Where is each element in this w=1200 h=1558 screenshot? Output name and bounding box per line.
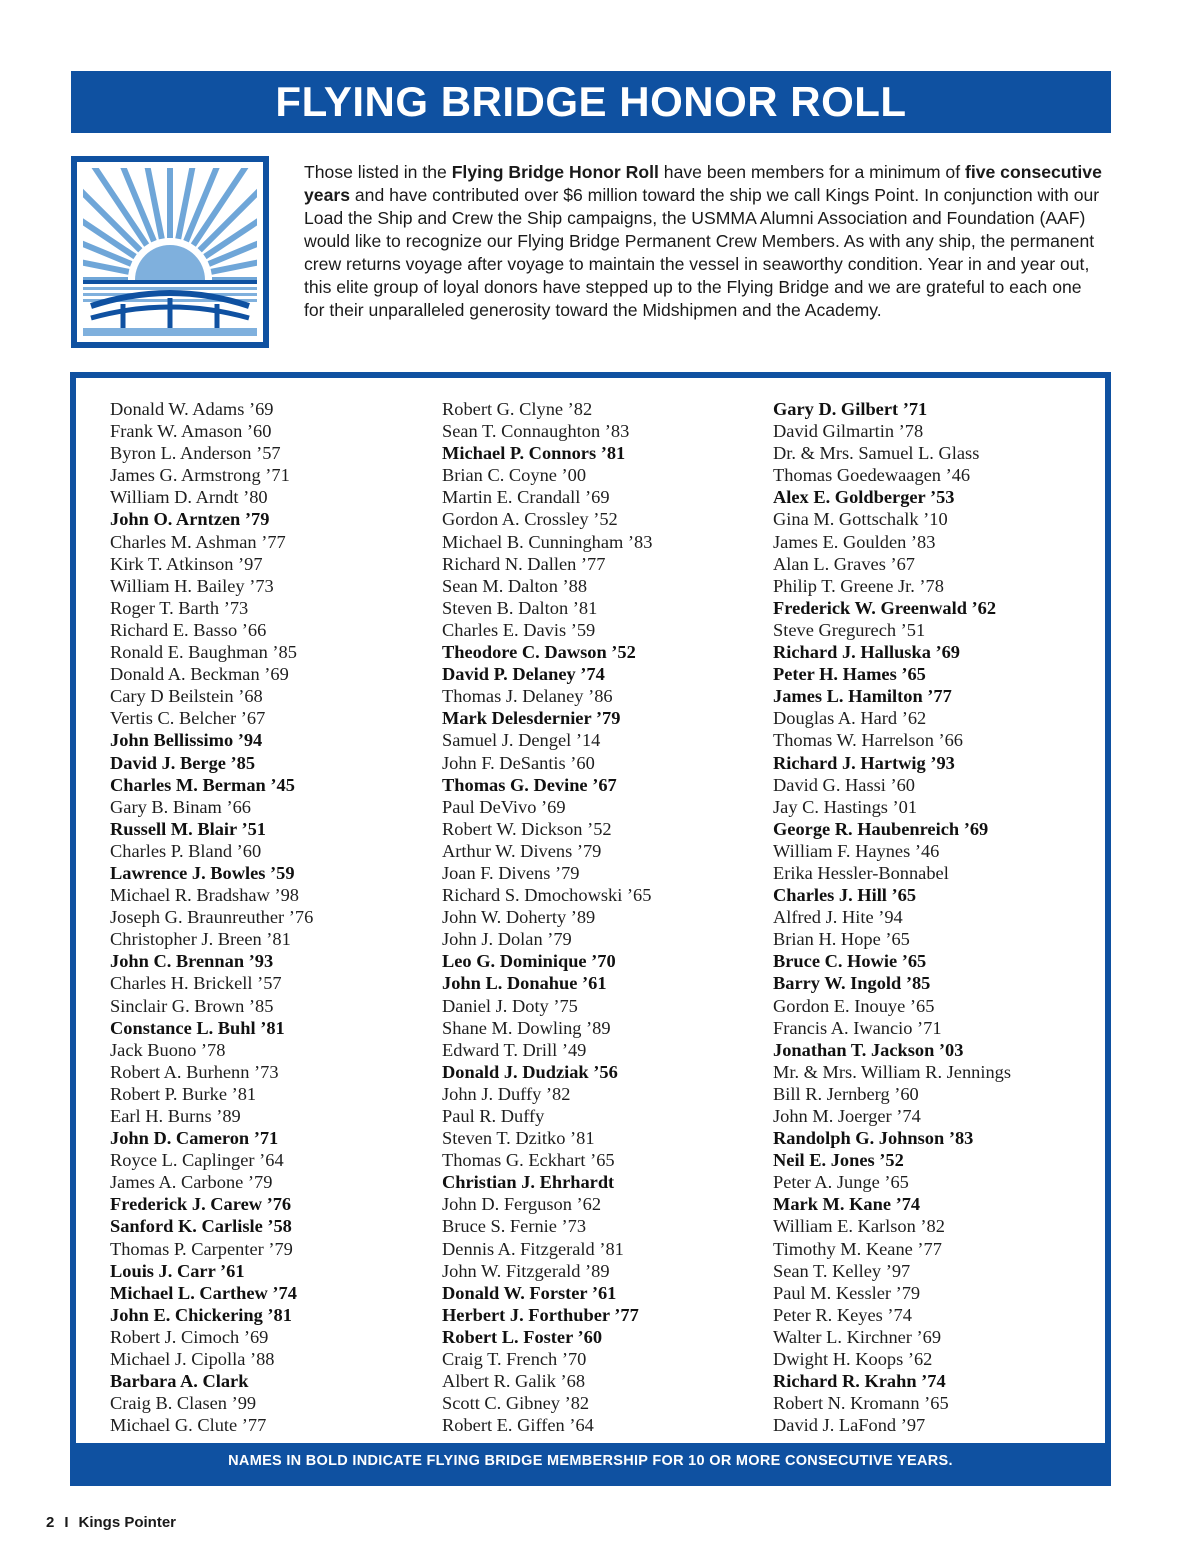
honoree-name: Mr. & Mrs. William R. Jennings (773, 1061, 1012, 1082)
honoree-name: Peter A. Junge ’65 (773, 1172, 909, 1193)
honoree-name: Frederick J. Carew ’76 (110, 1194, 292, 1215)
honoree-name: Gordon A. Crossley ’52 (442, 509, 618, 530)
honoree-name: John M. Joerger ’74 (773, 1106, 921, 1126)
honoree-name: Arthur W. Divens ’79 (442, 840, 602, 861)
honoree-name: Paul DeVivo ’69 (442, 796, 566, 817)
honoree-name: David Gilmartin ’78 (773, 421, 924, 442)
honoree-name: Francis A. Iwancio ’71 (773, 1017, 942, 1038)
honoree-name: Royce L. Caplinger ’64 (110, 1150, 284, 1171)
intro-bold-five-years: five consecutive years (304, 162, 1102, 205)
honoree-name: Vertis C. Belcher ’67 (110, 708, 266, 729)
honoree-name: Dr. & Mrs. Samuel L. Glass (773, 443, 980, 464)
honoree-name: Gina M. Gottschalk ’10 (773, 509, 948, 530)
honoree-name: Craig B. Clasen ’99 (110, 1393, 257, 1414)
flying-bridge-logo (71, 156, 269, 348)
honoree-name: Paul R. Duffy (442, 1106, 545, 1126)
honoree-name: Martin E. Crandall ’69 (442, 487, 610, 508)
honoree-name: Thomas G. Devine ’67 (442, 774, 617, 795)
honoree-name: Neil E. Jones ’52 (773, 1150, 904, 1171)
honoree-name: Bill R. Jernberg ’60 (773, 1083, 919, 1104)
honoree-name: Donald W. Adams ’69 (110, 399, 274, 419)
honoree-name: Bruce C. Howie ’65 (773, 951, 927, 972)
honoree-name: Roger T. Barth ’73 (110, 597, 249, 618)
honoree-name: Thomas W. Harrelson ’66 (773, 730, 964, 751)
honoree-name: John L. Donahue ’61 (442, 973, 607, 994)
honoree-name: Mark Delesdernier ’79 (442, 708, 621, 729)
honoree-name: Donald W. Forster ’61 (442, 1282, 617, 1303)
honoree-name: Scott C. Gibney ’82 (442, 1393, 590, 1414)
honoree-name: John J. Dolan ’79 (442, 929, 572, 950)
honoree-name: Donald A. Beckman ’69 (110, 664, 289, 685)
honoree-name: Robert J. Cimoch ’69 (110, 1326, 269, 1347)
honoree-name: Douglas A. Hard ’62 (773, 708, 927, 729)
honoree-name: Robert E. Giffen ’64 (442, 1415, 594, 1436)
honoree-name: Charles P. Bland ’60 (110, 840, 262, 861)
honoree-name: William H. Bailey ’73 (110, 575, 274, 596)
honoree-name: Brian H. Hope ’65 (773, 929, 910, 950)
honoree-name: Joseph G. Braunreuther ’76 (110, 907, 314, 928)
honoree-name: Steven T. Dzitko ’81 (442, 1128, 595, 1149)
honoree-name: Robert A. Burhenn ’73 (110, 1061, 279, 1082)
honoree-name: Michael P. Connors ’81 (442, 443, 626, 464)
honoree-name: John W. Fitzgerald ’89 (442, 1260, 610, 1281)
honoree-name: Byron L. Anderson ’57 (110, 443, 281, 464)
honoree-name: Philip T. Greene Jr. ’78 (773, 575, 944, 596)
honoree-name: Brian C. Coyne ’00 (442, 465, 587, 486)
honoree-name: Gordon E. Inouye ’65 (773, 995, 935, 1016)
honoree-name: Herbert J. Forthuber ’77 (442, 1304, 639, 1325)
honoree-name: Samuel J. Dengel ’14 (442, 730, 601, 751)
honoree-name: William D. Arndt ’80 (110, 487, 268, 508)
honoree-name: Walter L. Kirchner ’69 (773, 1326, 942, 1347)
honoree-name: Charles H. Brickell ’57 (110, 973, 282, 994)
intro-paragraph (304, 161, 1104, 322)
honoree-name: Sanford K. Carlisle ’58 (110, 1216, 292, 1237)
honoree-name: Gary D. Gilbert ’71 (773, 399, 928, 419)
honoree-name: Robert G. Clyne ’82 (442, 399, 593, 419)
honoree-name: Thomas G. Eckhart ’65 (442, 1150, 615, 1171)
honoree-name: Sean T. Connaughton ’83 (442, 421, 630, 442)
names-column-2 (442, 398, 652, 1436)
honoree-name: David P. Delaney ’74 (442, 664, 605, 685)
honoree-name: Michael L. Carthew ’74 (110, 1282, 297, 1303)
honoree-name: Frank W. Amason ’60 (110, 421, 272, 442)
honoree-name: Jonathan T. Jackson ’03 (773, 1039, 964, 1060)
intro-text-3: and have contributed over $6 million toward the ship we call Kings Point. In conjunction with our Load the Ship and Crew the Ship campaigns, the USMMA Alumni Association and Foundation (AAF) would like to recognize our Flying Bridge Permanent Crew Members. As with any ship, the permanent crew returns voyage after voyage to maintain the vessel in seaworthy condition. Year in and year out, this elite group of loyal donors have stepped up to the Flying Bridge and we are grateful to each one for their unparalleled generosity toward the Midshipmen and the Academy. (304, 185, 1100, 320)
honoree-name: Constance L. Buhl ’81 (110, 1017, 285, 1038)
honoree-name: John W. Doherty ’89 (442, 907, 596, 928)
honoree-name: Kirk T. Atkinson ’97 (110, 553, 263, 574)
honoree-name: John J. Duffy ’82 (442, 1083, 571, 1104)
honoree-name: Louis J. Carr ’61 (110, 1260, 245, 1281)
honoree-name: John O. Arntzen ’79 (110, 509, 270, 530)
honoree-name: Peter R. Keyes ’74 (773, 1304, 912, 1325)
honoree-name: William F. Haynes ’46 (773, 840, 940, 861)
honoree-name: Ronald E. Baughman ’85 (110, 642, 297, 663)
honoree-name: Michael G. Clute ’77 (110, 1415, 267, 1436)
intro-bold-honor-roll: Flying Bridge Honor Roll (451, 162, 659, 182)
honoree-name: Barry W. Ingold ’85 (773, 973, 931, 994)
honoree-name: Erika Hessler-Bonnabel (773, 862, 949, 883)
honoree-name: Michael R. Bradshaw ’98 (110, 885, 299, 906)
honoree-name: David G. Hassi ’60 (773, 774, 915, 795)
honoree-name: James L. Hamilton ’77 (773, 686, 952, 707)
page-number: 2 (46, 1514, 55, 1531)
honoree-name: Christopher J. Breen ’81 (110, 929, 291, 950)
honoree-name: Lawrence J. Bowles ’59 (110, 862, 295, 883)
honoree-name: Sean M. Dalton ’88 (442, 575, 588, 596)
honoree-name: Jack Buono ’78 (110, 1039, 226, 1060)
honoree-name: Daniel J. Doty ’75 (442, 995, 578, 1016)
honoree-name: Charles M. Ashman ’77 (110, 531, 286, 552)
honoree-name: Alfred J. Hite ’94 (773, 907, 903, 928)
honoree-name: Sinclair G. Brown ’85 (110, 995, 274, 1016)
honoree-name: Charles J. Hill ’65 (773, 885, 917, 906)
honoree-name: Richard S. Dmochowski ’65 (442, 885, 652, 906)
honoree-name: Steve Gregurech ’51 (773, 619, 926, 640)
honoree-name: Alex E. Goldberger ’53 (773, 487, 955, 508)
honoree-name: Charles M. Berman ’45 (110, 774, 295, 795)
honoree-name: Frederick W. Greenwald ’62 (773, 597, 997, 618)
honoree-name: John C. Brennan ’93 (110, 951, 274, 972)
honoree-name: John D. Ferguson ’62 (442, 1194, 602, 1215)
honoree-name: John F. DeSantis ’60 (442, 752, 595, 773)
honoree-name: Joan F. Divens ’79 (442, 862, 580, 883)
intro-text-2: have been members for a minimum of (658, 162, 965, 182)
honoree-name: George R. Haubenreich ’69 (773, 818, 989, 839)
honoree-name: Barbara A. Clark (110, 1371, 249, 1392)
honoree-name: Theodore C. Dawson ’52 (442, 642, 636, 663)
sunrise-bridge-icon (83, 168, 257, 336)
honoree-name: John E. Chickering ’81 (110, 1304, 292, 1325)
honoree-name: Randolph G. Johnson ’83 (773, 1128, 974, 1149)
honoree-name: James G. Armstrong ’71 (110, 465, 290, 486)
honoree-name: Robert P. Burke ’81 (110, 1083, 257, 1104)
honoree-name: Mark M. Kane ’74 (773, 1194, 921, 1215)
honoree-name: Dennis A. Fitzgerald ’81 (442, 1238, 624, 1259)
honoree-name: Richard N. Dallen ’77 (442, 553, 606, 574)
honoree-name: James E. Goulden ’83 (773, 531, 936, 552)
honoree-name: Thomas Goedewaagen ’46 (773, 465, 971, 486)
honoree-name: Richard E. Basso ’66 (110, 619, 267, 640)
honoree-name: Dwight H. Koops ’62 (773, 1349, 933, 1370)
honoree-name: James A. Carbone ’79 (110, 1172, 273, 1193)
honoree-name: Sean T. Kelley ’97 (773, 1260, 911, 1281)
names-column-3 (773, 398, 1011, 1436)
footer-separator: I (64, 1514, 69, 1531)
page-title: FLYING BRIDGE HONOR ROLL (71, 71, 1111, 133)
honoree-name: Richard J. Halluska ’69 (773, 642, 960, 663)
honoree-name: Richard J. Hartwig ’93 (773, 752, 955, 773)
honoree-name: Richard R. Krahn ’74 (773, 1371, 946, 1392)
names-column-1 (110, 398, 313, 1436)
bold-names-note: NAMES IN BOLD INDICATE FLYING BRIDGE MEMBERSHIP FOR 10 OR MORE CONSECUTIVE YEARS. (76, 1443, 1105, 1480)
page-footer (46, 1514, 176, 1531)
honoree-name: Bruce S. Fernie ’73 (442, 1216, 587, 1237)
honoree-name: Gary B. Binam ’66 (110, 796, 251, 817)
honoree-name: Peter H. Hames ’65 (773, 664, 926, 685)
honoree-name: David J. Berge ’85 (110, 752, 256, 773)
honoree-name: Charles E. Davis ’59 (442, 619, 596, 640)
honor-roll-box (70, 372, 1111, 1486)
honoree-name: Leo G. Dominique ’70 (442, 951, 616, 972)
honoree-name: William E. Karlson ’82 (773, 1216, 945, 1237)
honoree-name: Alan L. Graves ’67 (773, 553, 915, 574)
honoree-name: Edward T. Drill ’49 (442, 1039, 587, 1060)
honoree-name: John D. Cameron ’71 (110, 1128, 279, 1149)
honoree-name: Steven B. Dalton ’81 (442, 597, 598, 618)
honoree-name: Robert N. Kromann ’65 (773, 1393, 949, 1414)
honoree-name: David J. LaFond ’97 (773, 1415, 926, 1436)
honoree-name: Michael J. Cipolla ’88 (110, 1349, 275, 1370)
honoree-name: John Bellissimo ’94 (110, 730, 263, 751)
honoree-name: Timothy M. Keane ’77 (773, 1238, 942, 1259)
honoree-name: Michael B. Cunningham ’83 (442, 531, 653, 552)
honoree-name: Christian J. Ehrhardt (442, 1172, 615, 1193)
honoree-name: Cary D Beilstein ’68 (110, 686, 263, 707)
honoree-name: Thomas P. Carpenter ’79 (110, 1238, 293, 1259)
honoree-name: Robert L. Foster ’60 (442, 1326, 603, 1347)
honoree-name: Jay C. Hastings ’01 (773, 796, 918, 817)
honoree-name: Russell M. Blair ’51 (110, 818, 266, 839)
publication-name: Kings Pointer (78, 1514, 177, 1531)
intro-text-1: Those listed in the (304, 162, 452, 182)
honoree-name: Earl H. Burns ’89 (110, 1106, 241, 1126)
honoree-name: Albert R. Galik ’68 (442, 1371, 586, 1392)
honoree-name: Paul M. Kessler ’79 (773, 1282, 921, 1303)
honoree-name: Shane M. Dowling ’89 (442, 1017, 611, 1038)
honoree-name: Craig T. French ’70 (442, 1349, 587, 1370)
honoree-name: Donald J. Dudziak ’56 (442, 1061, 618, 1082)
honoree-name: Robert W. Dickson ’52 (442, 818, 612, 839)
honoree-name: Thomas J. Delaney ’86 (442, 686, 613, 707)
